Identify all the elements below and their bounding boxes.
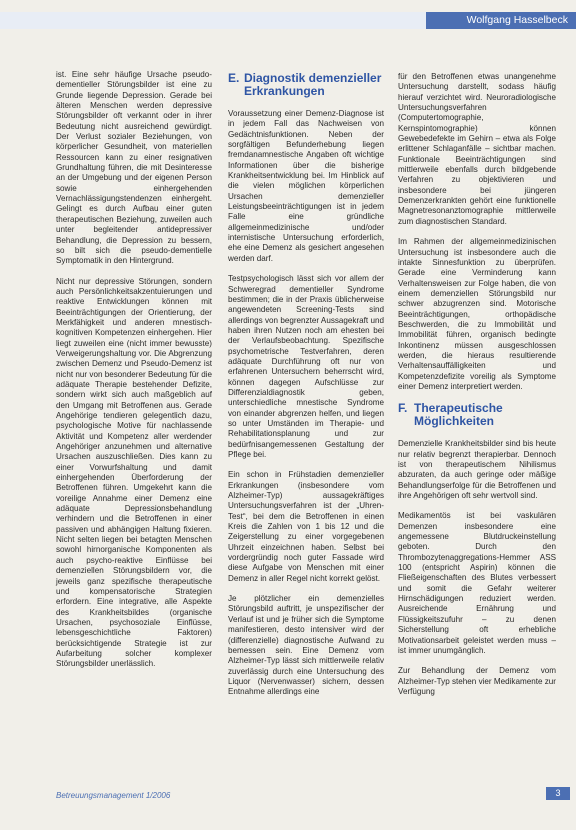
paragraph: Testpsychologisch lässt sich vor allem der Schweregrad dementieller Syndrome bestimmen; die in der Praxis üblicherweise angewendeten Screening-Tests sind allerdings von begrenzter Aussagekraft und haben ihren Nutzen noch am ehesten bei der Verlaufsbeobachtung. Spezifische psychometrische Testverfahren, deren adäquate Durchführung oft nur von erfahrenen Untersuchern beherrscht wird, können dagegen Aufschlüsse zur Differenzialdiagnostik geben, unterschiedliche mnestische Syndrome von einander abgrenzen helfen, und liegen so unter Umständen im Therapie- und Rehabilitationsplanung und zur bedürfnisangemessenen Gestaltung der Pflege bei. [228,274,384,459]
header-author: Wolfgang Hasselbeck [426,12,576,29]
paragraph: Je plötzlicher ein demenzielles Störungsbild auftritt, je unspezifischer der Verlauf ist und je früher sich die Symptome manifestieren, desto intensiver wird der (differenzielle) diagnostische Aufwand zu bemessen sein. Eine Demenz vom Alzheimer-Typ lässt sich mittlerweile relativ zuverlässig durch eine Untersuchung des Liquor (Nervenwasser) sichern, dessen Entnahme allerdings eine [228,594,384,697]
paragraph: Im Rahmen der allgemeinmedizinischen Untersuchung ist insbesondere auch die intakte Sinnesfunktion zu überprüfen. Gerade eine Verminderung kann Verhaltensweisen zur Folge haben, die von einem demenziellen Störungsbild nur schwer abzugrenzen sind. Motorische Beeinträchtigungen, orthopädische Beschwerden, die zu Immobilität und Immobilität führen, organisch bedingte Inkontinenz müssen ausgeschlossen werden, die hieraus resultierende Verhaltensauffälligkeiten und Kompetenzdefizite voreilig als Symptome einer Demenz interpretiert werden. [398,237,556,391]
paragraph: Voraussetzung einer Demenz-Diagnose ist in jedem Fall das Nachweisen von Gedächtnisfunktionen. Neben der sorgfältigen Befunderhebung liegen fremdanamnestische Angaben oft wichtige Informationen über die bisherige Krankheitsentwicklung bei. Im Hinblick auf die vielen möglichen körperlichen Ursachen demenzieller Leistungsbeeinträchtigungen ist in jedem Falle eine gründliche allgemeinmedizinische und/oder internistische Untersuchung erforderlich, ehe eine Demenz als gesichert angesehen werden darf. [228,109,384,263]
paragraph: für den Betroffenen etwas unangenehme Untersuchung darstellt, sodass häufig hierauf verzichtet wird. Neuroradiologische Untersuchungsverfahren (Computertomographie, Kernspintomographie) können Gewebedefekte im Gehirn – etwa als Folge erlittener Schlaganfälle – sichtbar machen. Funktionale Beeinträchtigungen sind mittlerweile ebenfalls durch bildgebende Verfahren zu objektivieren und insbesondere bei jüngeren Demenzerkrankten gehört eine funktionelle Magnetresonanztomographie mittlerweile zum diagnostischen Standard. [398,72,556,226]
section-letter: E. [228,71,240,85]
section-title: Therapeutische Möglichkeiten [414,401,503,429]
section-title: Diagnostik demenzieller Erkrankungen [244,71,382,98]
paragraph: Medikamentös ist bei vaskulären Demenzen insbesondere eine angemessene Blutdruckeinstellung geboten. Durch den Thrombozytenaggregations-Hemmer ASS 100 (entspricht Aspirin) können die Fließeigenschaften des Blutes verbessert und somit die Gefahr weiterer Hirnschädigungen reduziert werden. Ausreichende Ernährung und Flüssigkeitszufuhr – zu denen Sicherstellung oft erhebliche Motivationsarbeit geleistet werden muss – ist immer unumgänglich. [398,511,556,655]
article-body [56,34,560,794]
paragraph: Nicht nur depressive Störungen, sondern auch Persönlichkeitsakzentuierungen und reaktive Entwicklungen können mit Beeinträchtigungen der Orientierung, der Merkfähigkeit und anderen mnestisch-kognitiven Kompetenzen einhergehen. Hier liegt zuweilen eine (nicht immer bewusste) Verweigerungshaltung vor. Die Abgrenzung zwischen Demenz und Pseudo-Demenz ist nicht nur von besonderer Bedeutung für die adäquate Therapie bestehender Defizite, sondern wirkt sich auch maßgeblich auf den Umgang mit Betroffenen aus. Gerade Angehörige tendieren gelegentlich dazu, psychologische Motive für nachlassende Aktivität und Kompetenz aller werdender Angehöriger anzunehmen und alternative Ursachen auszuschließen. Dies kann zu einer Vorwurfshaltung und damit einhergehenden Überforderung der Betroffenen führen. Umgekehrt kann die voreilige Annahme einer Demenz eine adäquate Depressionsbehandlung verhindern und die Betroffenen in einer passiven und abhängigen Haltung fixieren. Nicht selten liegen bei betagten Menschen sowohl hirnorganische Komponenten als auch psycho-reaktive Einflüsse bei demenziellen Störungsbildern vor, die jeweils ganz spezifische therapeutische und kompensatorische Strategien erfordern. Eine integrative, alle Aspekte des Krankheitsbildes (organische Ursachen, psychosoziale Einflüsse, lebensgeschichtliche Faktoren) berücksichtigende Strategie ist zur Aufarbeitung solcher komplexer Störungsbilder unerlässlich. [56,276,212,669]
column-1 [56,70,212,680]
column-3 [398,72,556,707]
section-heading-e [228,72,384,98]
paragraph: Zur Behandlung der Demenz vom Alzheimer-Typ stehen vier Medikamente zur Verfügung [398,666,556,696]
header-rule [0,12,498,29]
section-letter: F. [398,401,408,416]
section-heading-f [398,402,556,428]
paragraph: ist. Eine sehr häufige Ursache pseudo-dementieller Störungsbilder ist eine zu Grunde liegende Depression. Gerade bei älteren Menschen werden depressive Störungsbilder oft verkannt oder in ihrer Bedeutung nicht ausreichend gewürdigt. Der Verlust sozialer Beziehungen, von körperlicher Gesundheit, von materiellen Ressourcen kann zu einer resignativen Grundhaltung führen, die mit Desinteresse an der Umgebung und der eigenen Person sowie einhergehenden Vernachlässigungstendenzen einhergeht. Gelingt es durch Aufbau einer guten therapeutischen Beziehung, zuweilen auch unter begleitender antidepressiver Behandlung, die Depression zu bessern, so bilt sich die pseudo-dementielle Symptomatik in den Hintergrund. [56,70,212,266]
paragraph: Demenzielle Krankheitsbilder sind bis heute nur relativ begrenzt therapierbar. Dennoch ist von therapeutischem Nihilismus abzuraten, da auch geringe oder mäßige Behandlungserfolge für die Betroffenen und ihre Angehörigen oft sehr wertvoll sind. [398,439,556,501]
paragraph: Ein schon in Frühstadien demenzieller Erkrankungen (insbesondere vom Alzheimer-Typ) aussagekräftiges Untersuchungsverfahren ist der „Uhren-Test“, bei dem die Betroffenen in einen Kreis die Zahlen von 1 bis 12 und die Zeigerstellung zu einer vorgegebenen Uhrzeit einzeichnen haben. Selbst bei vordergründig noch guter Fassade wird diese Aufgabe von Menschen mit einer Demenz in aller Regel nicht korrekt gelöst. [228,470,384,583]
page-number: 3 [546,787,570,800]
footer-issue: Betreuungsmanagement 1/2006 [56,791,171,800]
column-2 [228,72,384,708]
running-header [0,12,576,29]
